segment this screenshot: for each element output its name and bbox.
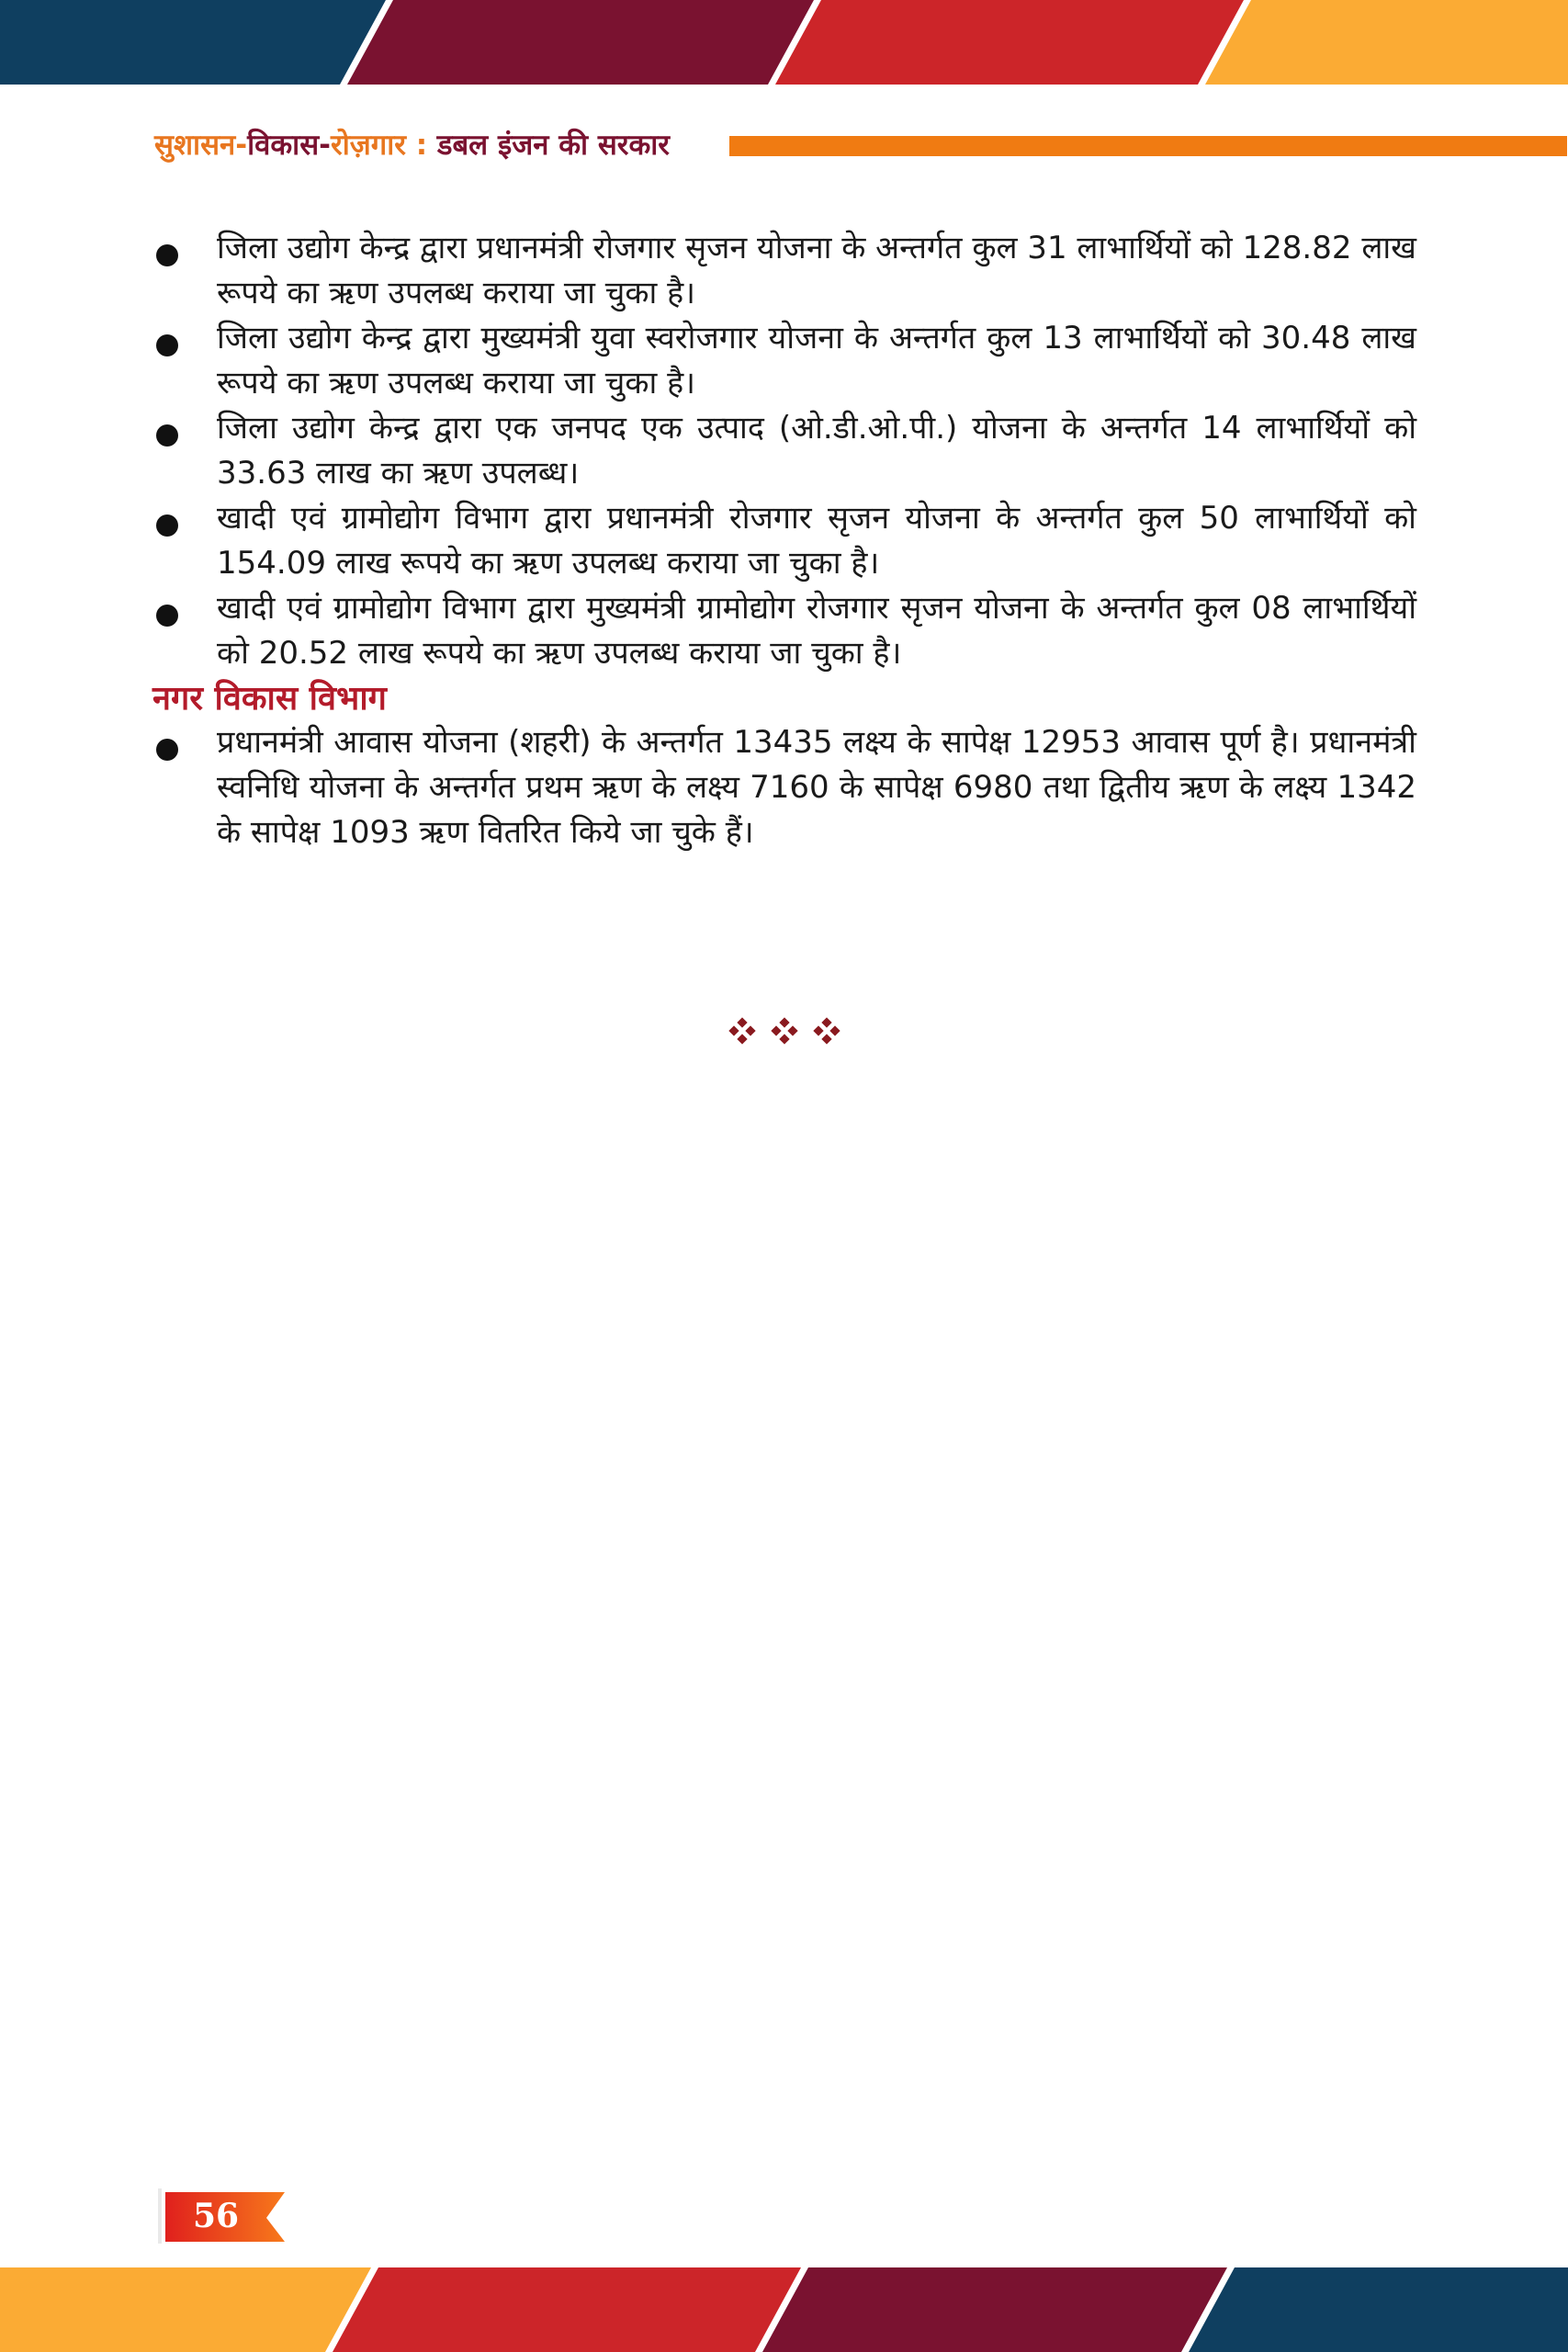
scheme-bullet-text: जिला उद्योग केन्द्र द्वारा प्रधानमंत्री रोजगार सृजन योजना के अन्तर्गत कुल 31 लाभार्थियों को 128.82 लाख रूपये का ऋण उपलब्ध कराया जा चुका है। (217, 230, 1416, 311)
header-rule (729, 136, 1567, 156)
list-item (152, 316, 1416, 406)
header-title-part-4: डबल इंजन की सरकार (436, 129, 670, 162)
top-decorative-band (0, 0, 1568, 85)
page-number-tab (158, 2188, 287, 2244)
bullet-icon (156, 739, 178, 761)
scheme-bullet-text: खादी एवं ग्रामोद्योग विभाग द्वारा मुख्यमंत्री ग्रामोद्योग रोजगार सृजन योजना के अन्तर्गत कुल 08 लाभार्थियों को 20.52 लाख रूपये का ऋण उपलब्ध कराया जा चुका है। (217, 590, 1416, 672)
page-number: 56 (192, 2197, 240, 2235)
bullet-list-urban-development (152, 720, 1416, 855)
list-item (152, 226, 1416, 316)
header-title-part-3: रोज़गार : (331, 129, 437, 162)
header-title-part-2: विकास- (247, 129, 332, 162)
urban-bullet-text: प्रधानमंत्री आवास योजना (शहरी) के अन्तर्गत 13435 लक्ष्य के सापेक्ष 12953 आवास पूर्ण है। प्रधानमंत्री स्वनिधि योजना के अन्तर्गत प्रथम ऋण के लक्ष्य 7160 के सापेक्ष 6980 तथा द्वितीय ऋण के लक्ष्य 1342 के सापेक्ष 1093 ऋण वितरित किये जा चुके हैं। (217, 724, 1416, 851)
list-item (152, 496, 1416, 586)
bullet-icon (156, 244, 178, 266)
scheme-bullet-text: जिला उद्योग केन्द्र द्वारा मुख्यमंत्री युवा स्वरोजगार योजना के अन्तर्गत कुल 13 लाभार्थियों को 30.48 लाख रूपये का ऋण उपलब्ध कराया जा चुका है। (217, 320, 1416, 401)
section-end-ornament (726, 1012, 843, 1049)
scheme-bullet-text: खादी एवं ग्रामोद्योग विभाग द्वारा प्रधानमंत्री रोजगार सृजन योजना के अन्तर्गत कुल 50 लाभार्थियों को 154.09 लाख रूपये का ऋण उपलब्ध कराया जा चुका है। (217, 500, 1416, 582)
bullet-icon (156, 334, 178, 356)
scheme-bullet-text: जिला उद्योग केन्द्र द्वारा एक जनपद एक उत्पाद (ओ.डी.ओ.पी.) योजना के अन्तर्गत 14 लाभार्थियों को 33.63 लाख का ऋण उपलब्ध। (217, 410, 1416, 492)
section-heading: नगर विकास विभाग (152, 679, 387, 718)
bullet-icon (156, 424, 178, 447)
bullet-list-industries (152, 226, 1416, 676)
page-content (152, 226, 1416, 855)
list-item (152, 586, 1416, 676)
running-header-title (154, 127, 670, 164)
list-item (152, 406, 1416, 496)
bullet-icon (156, 514, 178, 537)
bullet-icon (156, 605, 178, 627)
header-title-part-1: सुशासन- (154, 129, 248, 162)
list-item (152, 720, 1416, 855)
bottom-decorative-band (0, 2267, 1568, 2352)
running-header (154, 125, 1415, 167)
